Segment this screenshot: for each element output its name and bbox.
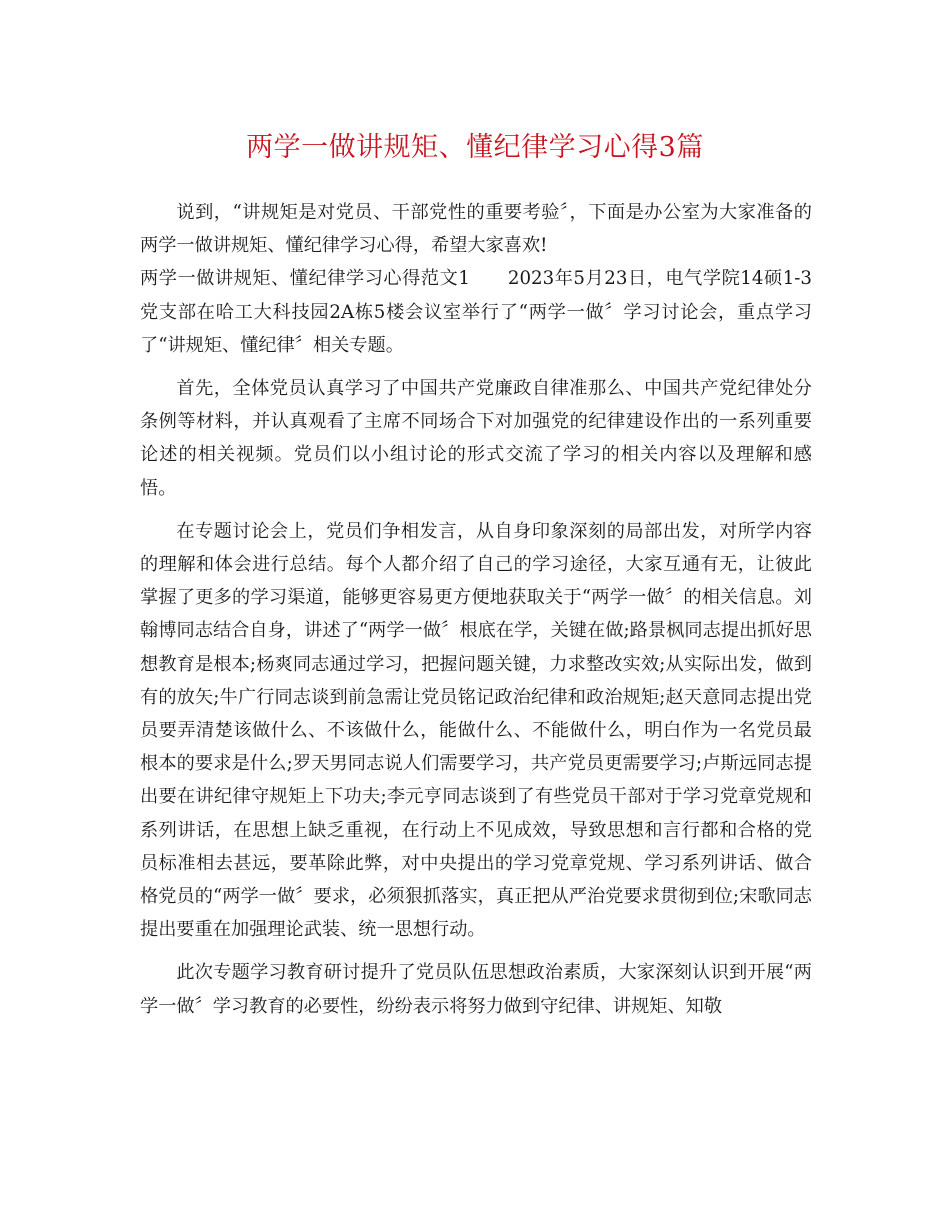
document-title: 两学一做讲规矩、懂纪律学习心得3篇 (246, 132, 704, 163)
paragraph-sample-heading: 两学一做讲规矩、懂纪律学习心得范文1 2023年5月23日，电气学院14硕1-3党支部在哈工大科技园2A栋5楼会议室举行了“两学一做〞学习讨论会，重点学习了“讲规矩、懂纪律〞相关专题。 (140, 268, 812, 356)
paragraph-study-materials: 首先，全体党员认真学习了中国共产党廉政自律准那么、中国共产党纪律处分条例等材料，并认真观看了主席不同场合下对加强党的纪律建设作出的一系列重要论述的相关视频。党员们以小组讨论的形式交流了学习的相关内容以及理解和感悟。 (140, 378, 812, 499)
document-body (140, 196, 812, 1023)
paragraph-conclusion: 此次专题学习教育研讨提升了党员队伍思想政治素质，大家深刻认识到开展“两学一做〞学习教育的必要性，纷纷表示将努力做到守纪律、讲规矩、知敬 (140, 962, 812, 1017)
paragraph-intro: 说到，“讲规矩是对党员、干部党性的重要考验〞，下面是办公室为大家准备的两学一做讲规矩、懂纪律学习心得，希望大家喜欢! (140, 202, 812, 257)
paragraph-discussion: 在专题讨论会上，党员们争相发言，从自身印象深刻的局部出发，对所学内容的理解和体会进行总结。每个人都介绍了自己的学习途径，大家互通有无，让彼此掌握了更多的学习渠道，能够更容易更方便地获取关于“两学一做〞的相关信息。刘翰博同志结合自身，讲述了“两学一做〞根底在学，关键在做;路景枫同志提出抓好思想教育是根本;杨爽同志通过学习，把握问题关键，力求整改实效;从实际出发，做到有的放矢;牛广行同志谈到前急需让党员铭记政治纪律和政治规矩;赵天意同志提出党员要弄清楚该做什么、不该做什么，能做什么、不能做什么，明白作为一名党员最根本的要求是什么;罗天男同志说人们需要学习，共产党员更需要学习;卢斯远同志提出要在讲纪律守规矩上下功夫;李元亨同志谈到了有些党员干部对于学习党章党规和系列讲话，在思想上缺乏重视，在行动上不见成效，导致思想和言行都和合格的党员标准相去甚远，要革除此弊，对中央提出的学习党章党规、学习系列讲话、做合格党员的“两学一做〞要求，必须狠抓落实，真正把从严治党要求贯彻到位;宋歌同志提出要重在加强理论武装、统一思想行动。 (140, 520, 812, 941)
